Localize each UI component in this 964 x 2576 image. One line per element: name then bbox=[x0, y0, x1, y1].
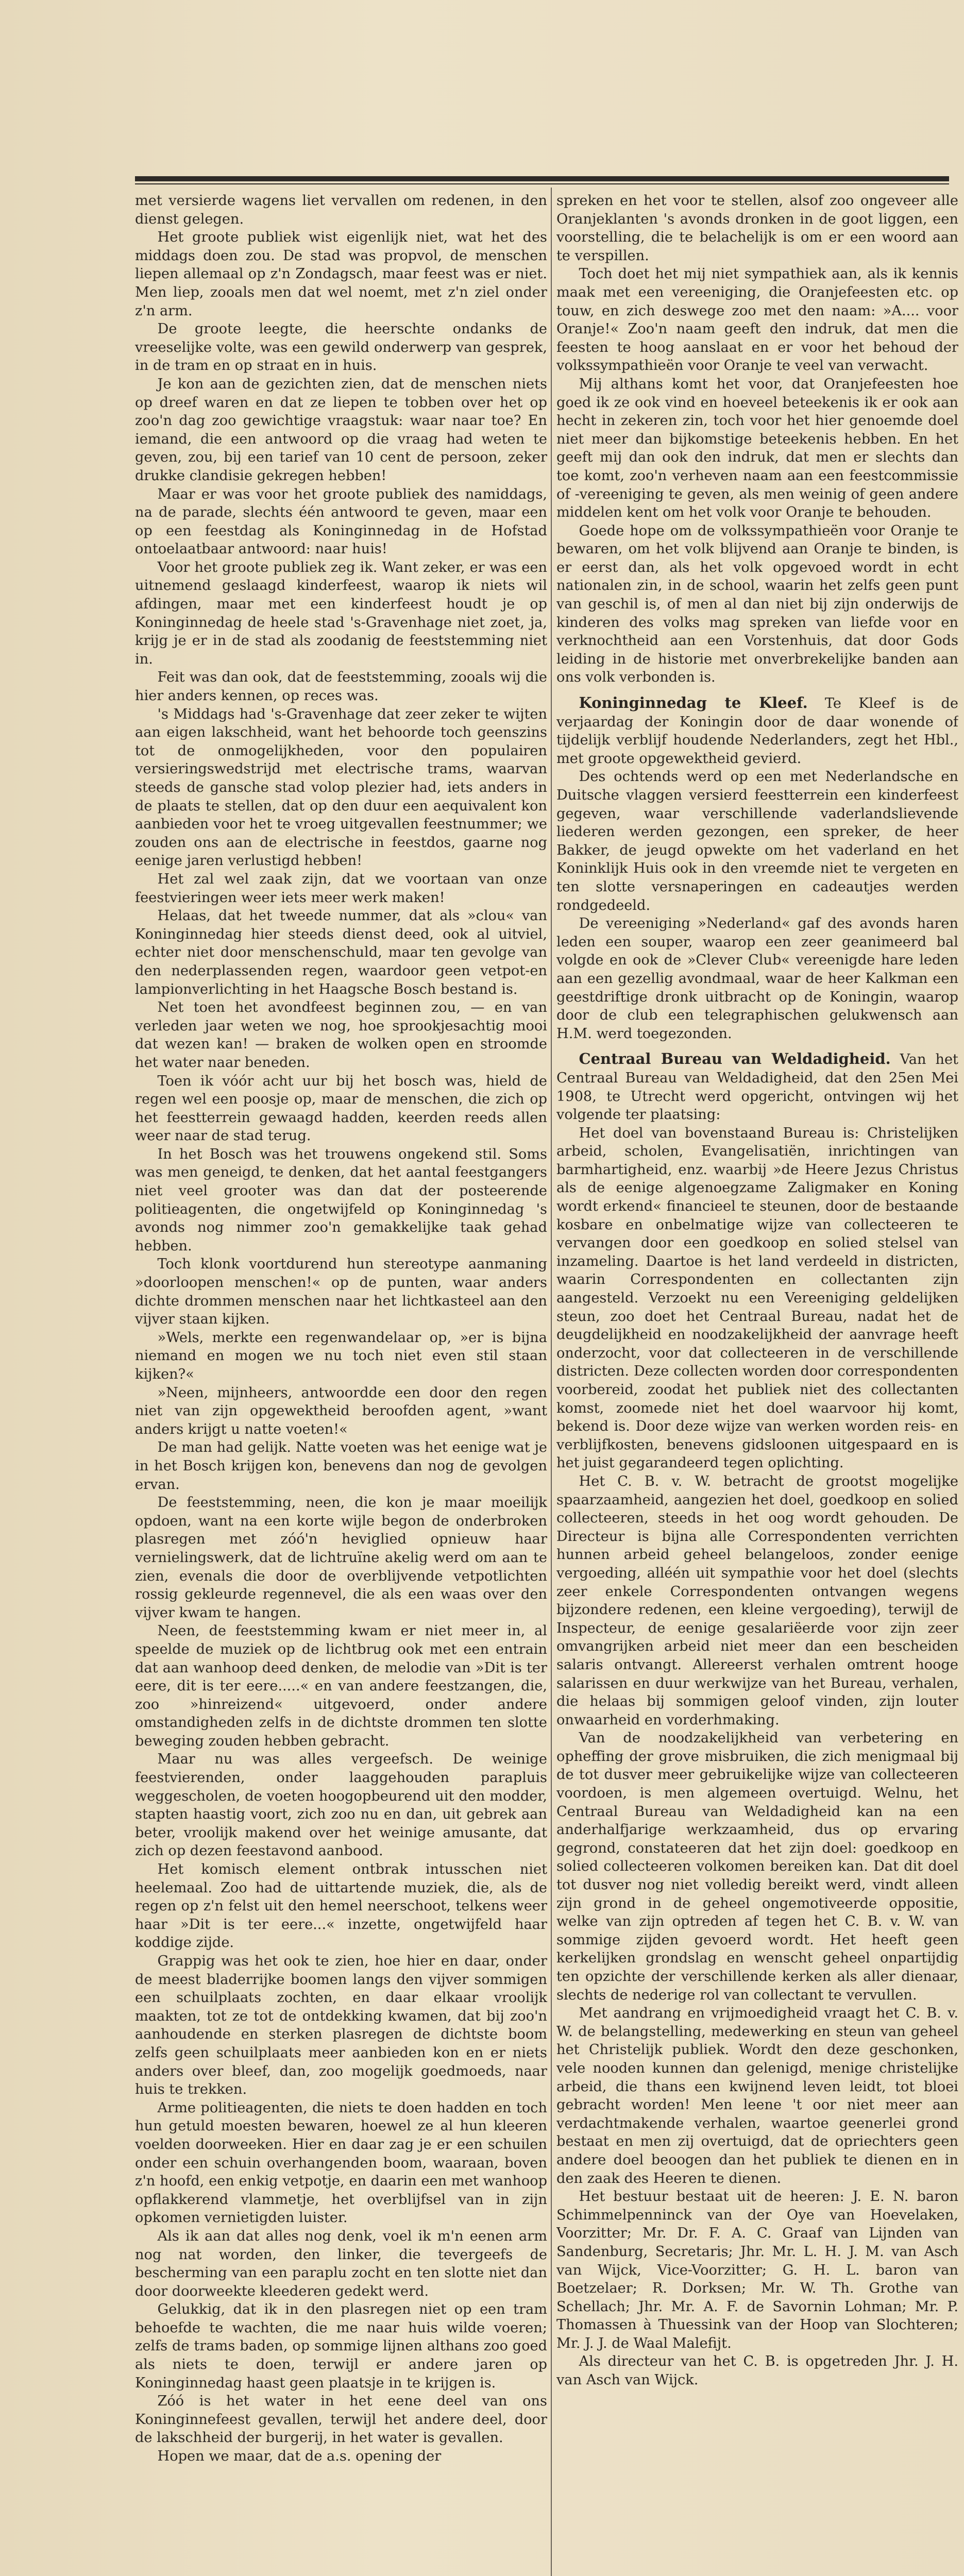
paragraph-text: »Wels, merkte een regenwandelaar op, »er is bijna niemand en mogen we nu toch niet even stil staan kijken?« bbox=[135, 1329, 547, 1382]
section-gap bbox=[556, 687, 958, 694]
paragraph bbox=[135, 705, 547, 870]
paragraph-text: De man had gelijk. Natte voeten was het eenige wat je in het Bosch krijgen kon, benevens dan nog de gevolgen ervan. bbox=[135, 1439, 547, 1493]
paragraph-text: Het zal wel zaak zijn, dat we voortaan van onze feestvieringen weer iets meer werk maken! bbox=[135, 871, 547, 906]
paragraph-text: Gelukkig, dat ik in den plasregen niet op een tram behoefde te wachten, die me naar huis wilde voeren; zelfs de trams baden, op sommige lijnen althans zoo goed als niets te doen, terwijl er andere jaren op Koninginnedag haast geen plaatsje in te krijgen is. bbox=[135, 2301, 547, 2391]
paragraph bbox=[556, 1472, 958, 1729]
paragraph bbox=[556, 192, 958, 265]
paragraph-text: De groote leegte, die heerschte ondanks de vreeselijke volte, was een gewild onderwerp van gesprek, in de tram en op straat en in huis. bbox=[135, 321, 547, 374]
paragraph bbox=[556, 375, 958, 522]
paragraph-text: De vereeniging »Nederland« gaf des avonds haren leden een souper, waarop een zeer geanimeerd bal volgde en ook de »Clever Club« vereenigde hare leden aan een gezellig avondmaal, waar de heer Kalkman een geestdriftige dronk uitbracht op de Koningin, waarop door de club een telegraphischen gelukwensch aan H.M. werd toegezonden. bbox=[556, 916, 958, 1042]
paragraph-text: Het bestuur bestaat uit de heeren: J. E. N. baron Schimmelpenninck van der Oye van Hoevelaken, Voorzitter; Mr. Dr. F. A. C. Graaf van Lijnden van Sandenburg, Secretaris; Jhr. Mr. L. H. J. M. van Asch van Wijck, Vice-Voorzitter; G. H. L. baron van Boetzelaer; R. Dorksen; Mr. W. Th. Grothe van Schellach; Jhr. Mr. A. F. de Savornin Lohman; Mr. P. Thomassen à Thuessink van der Hoop van Slochteren; Mr. J. J. de Waal Malefijt. bbox=[556, 2189, 958, 2351]
paragraph bbox=[135, 1860, 547, 1952]
paragraph-text: De feeststemming, neen, die kon je maar moeilijk opdoen, want na een korte wijle begon de onderbroken plasregen met zóó'n heviglied opnieuw haar vernielingswerk, dat de lichtruïne akelig werd om aan te zien, evenals die door de overblijvende vetpotlichten rossig gekleurde regennevel, die als een waas over den vijver kwam te hangen. bbox=[135, 1495, 547, 1621]
paragraph-text: Helaas, dat het tweede nummer, dat als »clou« van Koninginnedag hier steeds dienst deed, ook al uitviel, echter niet door menschenschuld, maar ten gevolge van den nederplassenden regen, waardoor geen vetpot-en lampionverlichting in het Haagsche Bosch bestand is. bbox=[135, 908, 547, 997]
section-gap bbox=[556, 1043, 958, 1050]
paragraph-text: Feit was dan ook, dat de feeststemming, zooals wij die hier anders kennen, op reces was. bbox=[135, 669, 547, 704]
left-column bbox=[135, 192, 547, 2466]
paragraph-text: Je kon aan de gezichten zien, dat de menschen niets op dreef waren en dat ze liepen te tobben over het op zoo'n dag zoo gewichtige vraagstuk: waar naar toe? En iemand, die een antwoord op die vraag had weten te geven, zou, bij een tarief van 10 cent de persoon, zeker drukke clandisie gekregen hebben! bbox=[135, 376, 547, 484]
paragraph-text: Goede hope om de volkssympathieën voor Oranje te bewaren, om het volk blijvend aan Oranje te binden, is er eerst dan, als het volk opgevoed wordt in echt nationalen zin, in de school, waarin het zelfs geen punt van geschil is, of men al dan niet bij zijn onderwijs de kinderen des volks mag spreken van liefde voor en verknochtheid aan een Vorstenhuis, dat door Gods leiding in de historie met onverbrekelijke banden aan ons volk verbonden is. bbox=[556, 522, 958, 686]
paragraph-text: Net toen het avondfeest beginnen zou, — en van verleden jaar weten we nog, hoe sprookjesachtig mooi dat wezen kan! — braken de wolken open en stroomde het water naar beneden. bbox=[135, 999, 547, 1071]
paragraph bbox=[135, 870, 547, 907]
paragraph-text: Voor het groote publiek zeg ik. Want zeker, er was een uitnemend geslaagd kinderfeest, waarop ik niets wil afdingen, maar met een kinderfeest houdt je op Koninginnedag de heele stad 's-Gravenhage niet zoet, ja, krijg je er in de stad als zoodanig de feeststemming niet in. bbox=[135, 559, 547, 667]
paragraph bbox=[556, 265, 958, 375]
paragraph bbox=[135, 375, 547, 485]
paragraph-text: Met aandrang en vrijmoedigheid vraagt het C. B. v. W. de belangstelling, medewerking en steun van geheel het Christelijk publiek. Wordt den deze geschonken, vele nooden kunnen dan gelenigd, menige christelijke arbeid, die thans een kwijnend leven leidt, tot bloei gebracht worden! Men leene 't oor niet meer aan verdachtmakende verhalen, waartoe geenerlei grond bestaat en men zij overtuigd, dat de opriechters geen andere doel beoogen dan het publiek te dienen en in den zaak des Heeren te dienen. bbox=[556, 2005, 958, 2187]
paragraph bbox=[135, 2392, 547, 2447]
paragraph bbox=[135, 1750, 547, 1860]
right-column bbox=[556, 192, 958, 2576]
paragraph bbox=[135, 192, 547, 228]
paragraph bbox=[135, 1438, 547, 1494]
paragraph-text: Het C. B. v. W. betracht de grootst mogelijke spaarzaamheid, aangezien het doel, goedkoop en solied collecteeren, steeds in het oog wordt gehouden. De Directeur is bijna alle Correspondenten verrichten hunnen arbeid geheel belangeloos, zonder eenige vergoeding, alléén uit sympathie voor het doel (slechts zeer enkele Correspondenten ontvangen wegens bijzondere redenen, een kleine vergoeding), terwijl de Inspecteur, de eenige gesalariëerde voor zijn zeer omvangrijken arbeid niet meer dan een bescheiden salaris ontvangt. Allereerst verhalen omtrent hooge salarissen en duur werkwijze van het Bureau, verhalen, die helaas bij sommigen geloof vinden, zijn louter onwaarheid en vorderhmaking. bbox=[556, 1473, 958, 1728]
paragraph bbox=[135, 228, 547, 320]
paragraph bbox=[135, 320, 547, 375]
paragraph-text: Als directeur van het C. B. is opgetreden Jhr. J. H. van Asch van Wijck. bbox=[556, 2353, 958, 2388]
paragraph-text: »Neen, mijnheers, antwoordde een door den regen niet van zijn opgewektheid beroofden agent, »want anders krijgt u natte voeten!« bbox=[135, 1384, 547, 1437]
article-heading: Koninginnedag te Kleef. bbox=[579, 694, 808, 712]
paragraph bbox=[135, 558, 547, 669]
column-divider bbox=[551, 188, 552, 2576]
paragraph-text: Toch doet het mij niet sympathiek aan, als ik kennis maak met een vereeniging, die Oranjefeesten etc. op touw, en zich deswege zoo met den naam: »A.... voor Oranje!« Zoo'n naam geeft den indruk, dat men die feesten te hoog aanslaat en er voor het behoud der volkssympathieën voor Oranje te veel van verwacht. bbox=[556, 266, 958, 374]
paragraph-text: Toen ik vóór acht uur bij het bosch was, hield de regen wel een poosje op, maar de menschen, die zich op het feestterrein gewaagd hadden, keerden reeds allen weer naar de stad terug. bbox=[135, 1073, 547, 1144]
top-rule bbox=[135, 176, 949, 181]
top-rule-thin bbox=[135, 183, 949, 184]
paragraph bbox=[135, 1952, 547, 2099]
paragraph bbox=[135, 485, 547, 558]
paragraph-text: 's Middags had 's-Gravenhage dat zeer zeker te wijten aan eigen lakschheid, want het behoorde toch geenszins tot de onmogelijkheden, voor den populairen versieringswedstrijd met electrische trams, waarvan steeds de gansche stad volop plezier had, iets anders in de plaats te stellen, dat op den duur een aequivalent kon aanbieden voor het te vroeg uitgevallen feestnummer; we zouden ons aan de electrische in feestdos, gaarne nog eenige jaren verlustigd hebben! bbox=[135, 706, 547, 869]
paragraph-text: Neen, de feeststemming kwam er niet meer in, al speelde de muziek op de lichtbrug ook met een entrain dat aan wanhoop deed denken, de melodie van »Dit is ter eere, dit is ter eere.....« en van andere feestzangen, die, zoo »hinreizend« uitgevoerd, onder andere omstandigheden zelfs in de dichtste drommen ten slotte beweging zouden hebben gebracht. bbox=[135, 1623, 547, 1749]
paragraph bbox=[135, 1622, 547, 1750]
paragraph-text: Des ochtends werd op een met Nederlandsche en Duitsche vlaggen versierd feestterrein een kinderfeest gegeven, waar verschillende vaderlandslievende liederen werden gezongen, een spreker, de heer Bakker, de jeugd opwekte om het vaderland en het Koninklijk Huis ook in den vreemde niet te vergeten en ten slotte versnaperingen en cadeautjes werden rondgedeeld. bbox=[556, 769, 958, 913]
paragraph bbox=[556, 2188, 958, 2352]
paragraph-text: Mij althans komt het voor, dat Oranjefeesten hoe goed ik ze ook vind en hoeveel beteekenis ik er ook aan hecht in zekeren zin, toch voor het hier genoemde doel niet meer dan bijkomstige beteekenis hebben. En het geeft mij dan ook den indruk, dat men er slechts dan toe komt, zoo'n verheven naam aan een feestcommissie of -vereeniging te geven, als men weinig of geen andere middelen kent om het volk voor Oranje te behouden. bbox=[556, 376, 958, 521]
paragraph bbox=[135, 668, 547, 705]
paragraph bbox=[135, 2447, 547, 2466]
paragraph-text: Van het Centraal Bureau van Weldadigheid, dat den 25en Mei 1908, te Utrecht werd opgericht, ontvingen wij het volgende ter plaatsing: bbox=[556, 1052, 958, 1123]
paragraph bbox=[135, 998, 547, 1072]
paragraph-text: Maar nu was alles vergeefsch. De weinige feestvierenden, onder laaggehouden parapluis weggescholen, de voeten hoogopbeurend uit den modder, stapten haastig voort, zich zoo nu en dan, uit gebrek aan beter, vroolijk makend over het weinige amusante, dat zich op dezen feestavond aanbood. bbox=[135, 1751, 547, 1859]
paragraph-text: Van de noodzakelijkheid van verbetering en opheffing der grove misbruiken, die zich menigmaal bij de tot dusver meer gebruikelijke wijze van collecteeren voordoen, is men algemeen overtuigd. Welnu, het Centraal Bureau van Weldadigheid kan na een anderhalfjarige werkzaamheid, dus op ervaring gegrond, constateeren dat het zijn doel: goedkoop en solied collecteeren volkomen bereiken kan. Dat dit doel tot dusver nog niet volledig bereikt werd, vindt alleen zijn grond in de geheel ongemotiveerde oppositie, welke van zijn optreden af tegen het C. B. v. W. van sommige zijden gevoerd wordt. Het heeft geen kerkelijken grondslag en wenscht geheel onpartijdig ten opzichte der verschillende kerken als aller dienaar, slechts de nederige rol van collectant te vervullen. bbox=[556, 1730, 958, 2003]
paragraph bbox=[556, 1050, 958, 1124]
paragraph-text: met versierde wagens liet vervallen om redenen, in den dienst gelegen. bbox=[135, 193, 547, 227]
paragraph bbox=[135, 1494, 547, 1622]
paragraph-text: Toch klonk voortdurend hun stereotype aanmaning »doorloopen menschen!« op de punten, waar anders dichte drommen menschen naar het lichtkasteel aan den vijver staan kijken. bbox=[135, 1256, 547, 1328]
paragraph bbox=[556, 914, 958, 1043]
paragraph bbox=[135, 2227, 547, 2300]
paragraph bbox=[556, 522, 958, 687]
paragraph-text: Het doel van bovenstaand Bureau is: Christelijken arbeid, scholen, Evangelisatiën, inrichtingen van barmhartigheid, enz. waarbij »de Heere Jezus Christus als de eenige algenoegzame Zaligmaker en Koning wordt erkend« financieel te steunen, door de bestaande kosbare en onbelmatige wijze van collecteeren te vervangen door een goedkoop en solied stelsel van inzameling. Daartoe is het land verdeeld in districten, waarin Correspondenten en collectanten zijn aangesteld. Verzoekt nu een Vereeniging geldelijken steun, zoo doet het Centraal Bureau, nadat het de deugdelijkheid en noodzakelijkheid der aanvrage heeft onderzocht, voor dat collecteeren in de verschillende districten. Deze collecten worden door correspondenten voorbereid, zoodat het publiek niet des collectanten komst, zoomede niet het doel waarvoor hij komt, bekend is. Door deze wijze van werken worden reis- en verblijfkosten, benevens gidsloonen uitgespaard en is het juist gegarandeerd tegen oplichting. bbox=[556, 1125, 958, 1471]
paragraph bbox=[556, 2352, 958, 2389]
paragraph-text: Het komisch element ontbrak intusschen niet heelemaal. Zoo had de uittartende muziek, die, als de regen op z'n felst uit den hemel neerschoot, telkens weer haar »Dit is ter eere...« inzette, ongetwijfeld haar koddige zijde. bbox=[135, 1861, 547, 1951]
paragraph bbox=[135, 1072, 547, 1145]
paragraph bbox=[556, 768, 958, 914]
paragraph bbox=[135, 2099, 547, 2227]
paragraph bbox=[135, 1145, 547, 1256]
paragraph-text: Het groote publiek wist eigenlijk niet, wat het des middags doen zou. De stad was propvol, de menschen liepen allemaal op z'n Zondagsch, maar feest was er niet. Men liep, zooals men dat wel noemt, met z'n ziel onder z'n arm. bbox=[135, 229, 547, 319]
paragraph bbox=[556, 1124, 958, 1472]
paragraph-text: Arme politieagenten, die niets te doen hadden en toch hun getuld moesten bewaren, hoewel ze al hun kleeren voelden doorweeken. Hier en daar zag je er een schuilen onder een schuin overhangenden boom, waaraan, boven z'n hoofd, een enkig vetpotje, en daarin een met wanhoop opflakkerend vlammetje, het overblijfsel van in zijn opkomen vernietigden luister. bbox=[135, 2099, 547, 2226]
paragraph-text: In het Bosch was het trouwens ongekend stil. Soms was men geneigd, te denken, dat het aantal feestgangers niet veel grooter was dan dat der posteerende politieagenten, die ongetwijfeld op Koninginnedag 's avonds nog nimmer zoo'n gemakkelijke taak gehad hebben. bbox=[135, 1146, 547, 1254]
paragraph-text: Hopen we maar, dat de a.s. opening der bbox=[157, 2448, 442, 2465]
paragraph bbox=[556, 1729, 958, 2004]
paragraph bbox=[135, 2300, 547, 2392]
paragraph-text: Grappig was het ook te zien, hoe hier en daar, onder de meest bladerrijke boomen langs den vijver sommigen een schuilplaats zochten, en daar elkaar vroolijk maakten, tot ze tot de ontdekking kwamen, dat bij zoo'n aanhoudende en sterken plasregen de dichtste boom zelfs geen schuilplaats meer aanbieden kon en er niets anders over bleef, dan, zoo mogelijk goedmoeds, naar huis te trekken. bbox=[135, 1953, 547, 2098]
paragraph bbox=[135, 1384, 547, 1439]
paragraph bbox=[135, 1255, 547, 1328]
paragraph bbox=[556, 694, 958, 768]
paragraph bbox=[135, 907, 547, 998]
paragraph bbox=[135, 1329, 547, 1384]
paragraph bbox=[556, 2004, 958, 2188]
article-heading: Centraal Bureau van Weldadigheid. bbox=[579, 1050, 891, 1068]
paragraph-text: Als ik aan dat alles nog denk, voel ik m'n eenen arm nog nat worden, den linker, die tevergeefs de bescherming van een paraplu zocht en ten slotte niet dan door doorweekte kleederen gedekt werd. bbox=[135, 2228, 547, 2299]
paragraph-text: spreken en het voor te stellen, alsof zoo ongeveer alle Oranjeklanten 's avonds dronken in de goot liggen, een voorstelling, die te belachelijk is om er een woord aan te verspillen. bbox=[556, 193, 958, 264]
paragraph-text: Te Kleef is de verjaardag der Koningin door de daar wonende of tijdelijk verblijf houdende Nederlanders, zegt het Hbl., met groote opgewektheid gevierd. bbox=[556, 696, 958, 767]
paragraph-text: Maar er was voor het groote publiek des namiddags, na de parade, slechts één antwoord te geven, maar een op een feestdag als Koninginnedag in de Hofstad ontoelaatbaar antwoord: naar huis! bbox=[135, 486, 547, 557]
paragraph-text: Zóó is het water in het eene deel van ons Koninginnefeest gevallen, terwijl het andere deel, door de lakschheid der burgerij, in het water is gevallen. bbox=[135, 2393, 547, 2446]
